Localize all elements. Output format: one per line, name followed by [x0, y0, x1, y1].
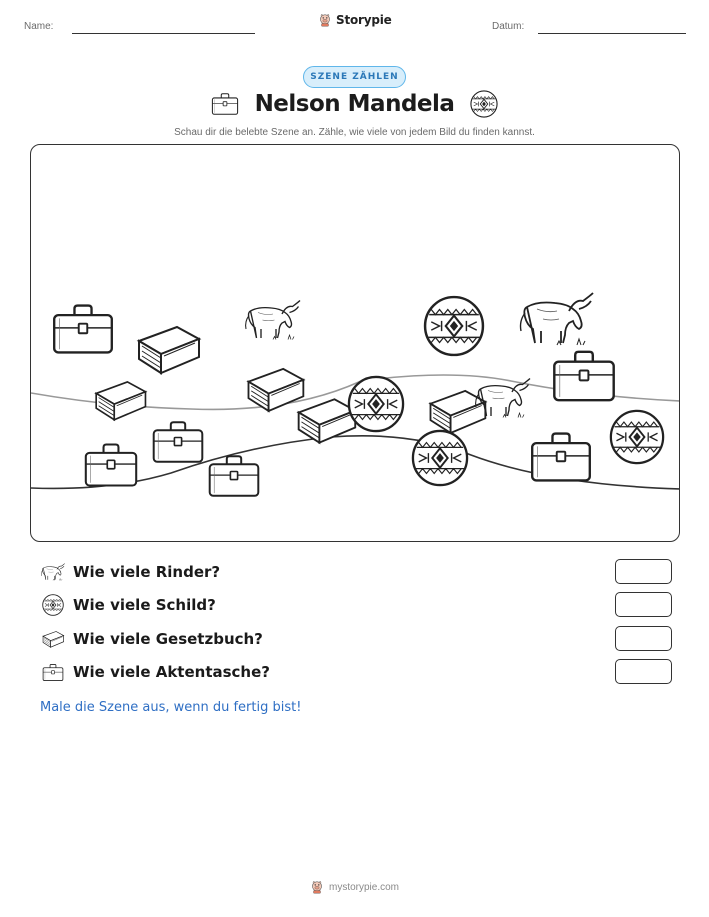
scene-cattle [517, 291, 597, 347]
question-row-briefcase [40, 659, 672, 685]
storypie-mascot-icon [318, 13, 332, 27]
cattle-icon [40, 561, 66, 583]
storypie-mascot-icon [310, 880, 324, 894]
page-title: Nelson Mandela [254, 91, 455, 117]
question-row-cattle [40, 559, 672, 585]
briefcase-icon [211, 92, 239, 116]
scene-cattle [243, 299, 303, 341]
question-text: Wie viele Rinder? [73, 563, 221, 581]
shield-icon [40, 594, 66, 616]
name-label: Name: [24, 21, 54, 32]
date-field[interactable] [538, 33, 686, 34]
question-row-law-book [40, 626, 672, 652]
answer-box-cattle[interactable] [615, 559, 672, 584]
question-text: Wie viele Schild? [73, 596, 216, 614]
law-book-icon [40, 628, 66, 650]
counting-scene [30, 144, 680, 542]
scene-briefcase [83, 439, 139, 491]
scene-shield [347, 375, 405, 433]
briefcase-icon [40, 661, 66, 683]
answer-box-briefcase[interactable] [615, 659, 672, 684]
brand-name: Storypie [336, 13, 392, 27]
site-footer [0, 880, 709, 894]
scene-briefcase [529, 427, 593, 487]
question-text: Wie viele Aktentasche? [73, 663, 270, 681]
answer-box-law-book[interactable] [615, 626, 672, 651]
scene-law-book [91, 377, 149, 423]
question-row-shield [40, 592, 672, 618]
scene-cattle [473, 377, 533, 419]
scene-briefcase [51, 299, 115, 359]
date-label: Datum: [492, 21, 525, 32]
scene-shield [423, 295, 485, 357]
answer-box-shield[interactable] [615, 592, 672, 617]
activity-badge: SZENE ZÄHLEN [303, 66, 406, 88]
brand-logo [318, 13, 392, 27]
scene-briefcase [207, 451, 261, 501]
scene-law-book [133, 321, 203, 377]
question-text: Wie viele Gesetzbuch? [73, 630, 263, 648]
scene-briefcase [551, 345, 617, 407]
title-row [0, 90, 709, 118]
coloring-note: Male die Szene aus, wenn du fertig bist! [40, 700, 302, 715]
scene-briefcase [151, 417, 205, 467]
scene-shield [411, 429, 469, 487]
instruction-text: Schau dir die belebte Szene an. Zähle, wie viele von jedem Bild du finden kannst. [174, 127, 535, 138]
scene-shield [609, 409, 665, 465]
site-url[interactable]: mystorypie.com [328, 881, 399, 893]
name-field[interactable] [72, 33, 255, 34]
shield-icon [470, 90, 498, 118]
